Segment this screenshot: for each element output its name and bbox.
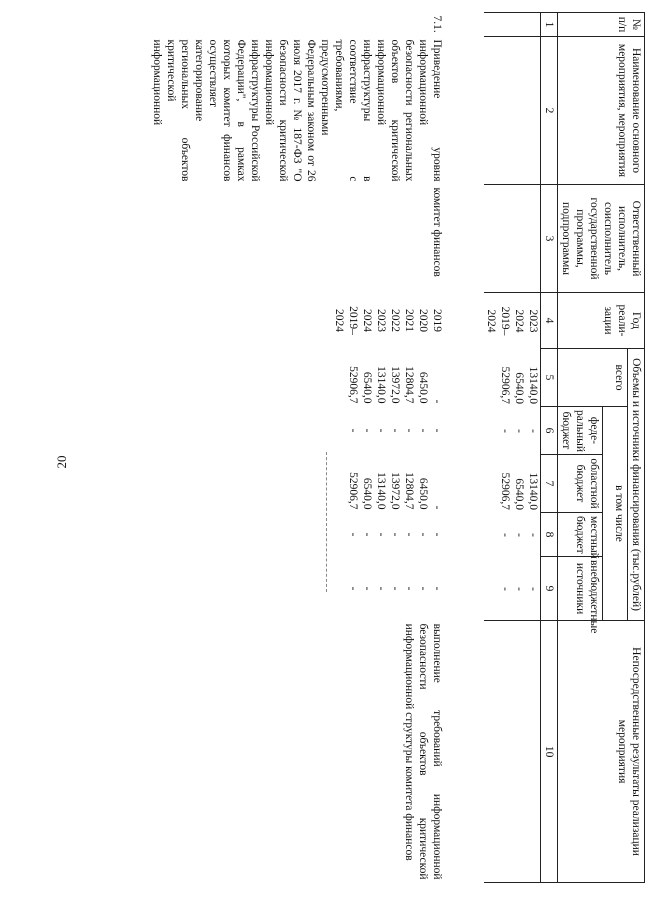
item-cell-obl: 52906,7 — [346, 472, 359, 510]
item-row — [388, 293, 402, 621]
item-7-1 — [149, 13, 444, 883]
rotated-page — [115, 12, 645, 882]
item-cell-vneb: - — [360, 586, 373, 591]
top-cell-total: 13140,0 — [526, 366, 539, 404]
col-number-9: 9 — [540, 557, 557, 621]
item-cell-mest: - — [346, 532, 359, 537]
top-rows-table — [484, 293, 540, 621]
item-cell-obl: 13972,0 — [388, 472, 401, 510]
col-number-2: 2 — [540, 37, 557, 185]
header-col-executor: Ответственный исполнитель, соисполнитель государственной программы, подпрограммы — [557, 185, 644, 293]
item-rows-table — [332, 293, 444, 621]
item-cell-year: 2023 — [374, 309, 387, 332]
top-cell-fed: - — [526, 429, 539, 433]
item-cell-vneb: - — [416, 586, 429, 591]
item-cell-mest: - — [430, 532, 443, 537]
top-cell-obl: 13140,0 — [526, 472, 539, 510]
item-cell-obl: 13140,0 — [374, 472, 387, 510]
header-subgroup: в том числе — [602, 407, 627, 621]
top-cell-year: 2024 — [512, 309, 525, 333]
item-cell-total: 13140,0 — [374, 366, 387, 404]
col-number-6: 6 — [540, 407, 557, 455]
page-number: 20 — [54, 455, 69, 469]
item-cell-fed: - — [430, 428, 443, 433]
item-cell-obl: 6540,0 — [360, 477, 373, 510]
item-row — [402, 293, 416, 621]
top-cell-year: 2019–2024 — [484, 306, 511, 336]
block-gap — [444, 13, 484, 883]
top-cell-mest: - — [498, 533, 511, 537]
col-number-row — [540, 13, 557, 883]
item-cell-year: 2024 — [360, 309, 373, 332]
item-cell-total: 13972,0 — [388, 366, 401, 404]
item-row — [416, 293, 430, 621]
top-cell-fed: - — [498, 429, 511, 433]
item-row — [374, 293, 388, 621]
col-number-5: 5 — [540, 349, 557, 407]
top-cell-fed: - — [512, 429, 525, 433]
header-col-vneb: внебюджетные источники — [557, 557, 602, 621]
header-col-obl: областной бюджет — [557, 455, 602, 513]
financing-table — [149, 12, 645, 883]
item-row — [430, 293, 444, 621]
item-cell-total: 12804,7 — [402, 366, 415, 404]
item-cell-year: 2019–2024 — [332, 306, 359, 335]
item-cell-year: 2020 — [416, 309, 429, 332]
item-cell-fed: - — [346, 428, 359, 433]
item-cell-year: 2019 — [430, 309, 443, 332]
item-cell-vneb: - — [374, 586, 387, 591]
item-cell-fed: - — [416, 428, 429, 433]
item-cell-obl: 6450,0 — [416, 477, 429, 510]
dashed-artifact-line — [326, 452, 327, 592]
item-cell-vneb: - — [388, 586, 401, 591]
item-cell-year: 2021 — [402, 309, 415, 332]
header-col-result: Непосредственные результаты реализации мероприятия — [557, 621, 644, 883]
item-num: 7.1. — [430, 15, 443, 33]
item-cell-obl: - — [430, 505, 443, 510]
item-cell-mest: - — [374, 532, 387, 537]
block-top — [484, 13, 541, 883]
top-cell-total: 6540,0 — [512, 372, 525, 404]
item-cell-obl: 12804,7 — [402, 472, 415, 510]
item-cell-total: 6450,0 — [416, 371, 429, 404]
item-cell-fed: - — [374, 428, 387, 433]
top-cell-obl: 6540,0 — [512, 478, 525, 510]
header-col-name: Наименование основного мероприятия, мероприятия — [557, 37, 644, 185]
col-number-1: 1 — [540, 13, 557, 37]
col-number-8: 8 — [540, 513, 557, 557]
top-row — [526, 293, 540, 621]
header-col-total: всего — [557, 349, 627, 407]
item-cell-fed: - — [388, 428, 401, 433]
item-executor: комитет финансов — [430, 187, 443, 277]
item-cell-total: 52906,7 — [346, 366, 359, 404]
header-col-num: № п/п — [557, 13, 644, 37]
header-col-mest: местный бюджет — [557, 513, 602, 557]
item-cell-vneb: - — [402, 586, 415, 591]
top-row — [484, 293, 512, 621]
item-cell-mest: - — [402, 532, 415, 537]
top-cell-vneb: - — [512, 587, 525, 591]
item-cell-mest: - — [416, 532, 429, 537]
top-cell-year: 2023 — [526, 309, 539, 333]
item-result: выполнение требований информационной безопасности объектов критической информационной структуры комитета финансов — [402, 623, 443, 880]
top-cell-vneb: - — [498, 587, 511, 591]
item-cell-mest: - — [388, 532, 401, 537]
header-financing-group: Объемы и источники финансирования (тыс.рублей) — [627, 349, 644, 621]
top-row — [512, 293, 526, 621]
item-name: Приведение уровня информационной безопасности региональных объектов критической информационной инфраструктуры в соответствие с требованиями, предусмотренными Федеральным законом от 26 июля 2017 г. № 187-ФЗ "О безопасности критической информационной инфраструктуры Российской Федерации", в рамках которых комитет финансов осуществляет категорирование региональных объектов критической информационной — [150, 39, 443, 182]
top-cell-vneb: - — [526, 587, 539, 591]
top-cell-mest: - — [512, 533, 525, 537]
item-cell-mest: - — [360, 532, 373, 537]
top-cell-mest: - — [526, 533, 539, 537]
col-number-7: 7 — [540, 455, 557, 513]
top-cell-total: 52906,7 — [498, 366, 511, 404]
item-cell-vneb: - — [346, 586, 359, 591]
header-row-1 — [627, 13, 644, 883]
item-cell-year: 2022 — [388, 309, 401, 332]
header-col-year: Год реали- зации — [557, 293, 644, 349]
item-cell-total: - — [430, 399, 443, 404]
item-cell-fed: - — [402, 428, 415, 433]
top-cell-obl: 52906,7 — [498, 472, 511, 510]
item-cell-vneb: - — [430, 586, 443, 591]
item-row — [332, 293, 360, 621]
col-number-4: 4 — [540, 293, 557, 349]
col-number-3: 3 — [540, 185, 557, 293]
item-row — [360, 293, 374, 621]
item-cell-fed: - — [360, 428, 373, 433]
item-cell-total: 6540,0 — [360, 371, 373, 404]
col-number-10: 10 — [540, 621, 557, 883]
header-col-fed: феде- ральный бюджет — [557, 407, 602, 455]
